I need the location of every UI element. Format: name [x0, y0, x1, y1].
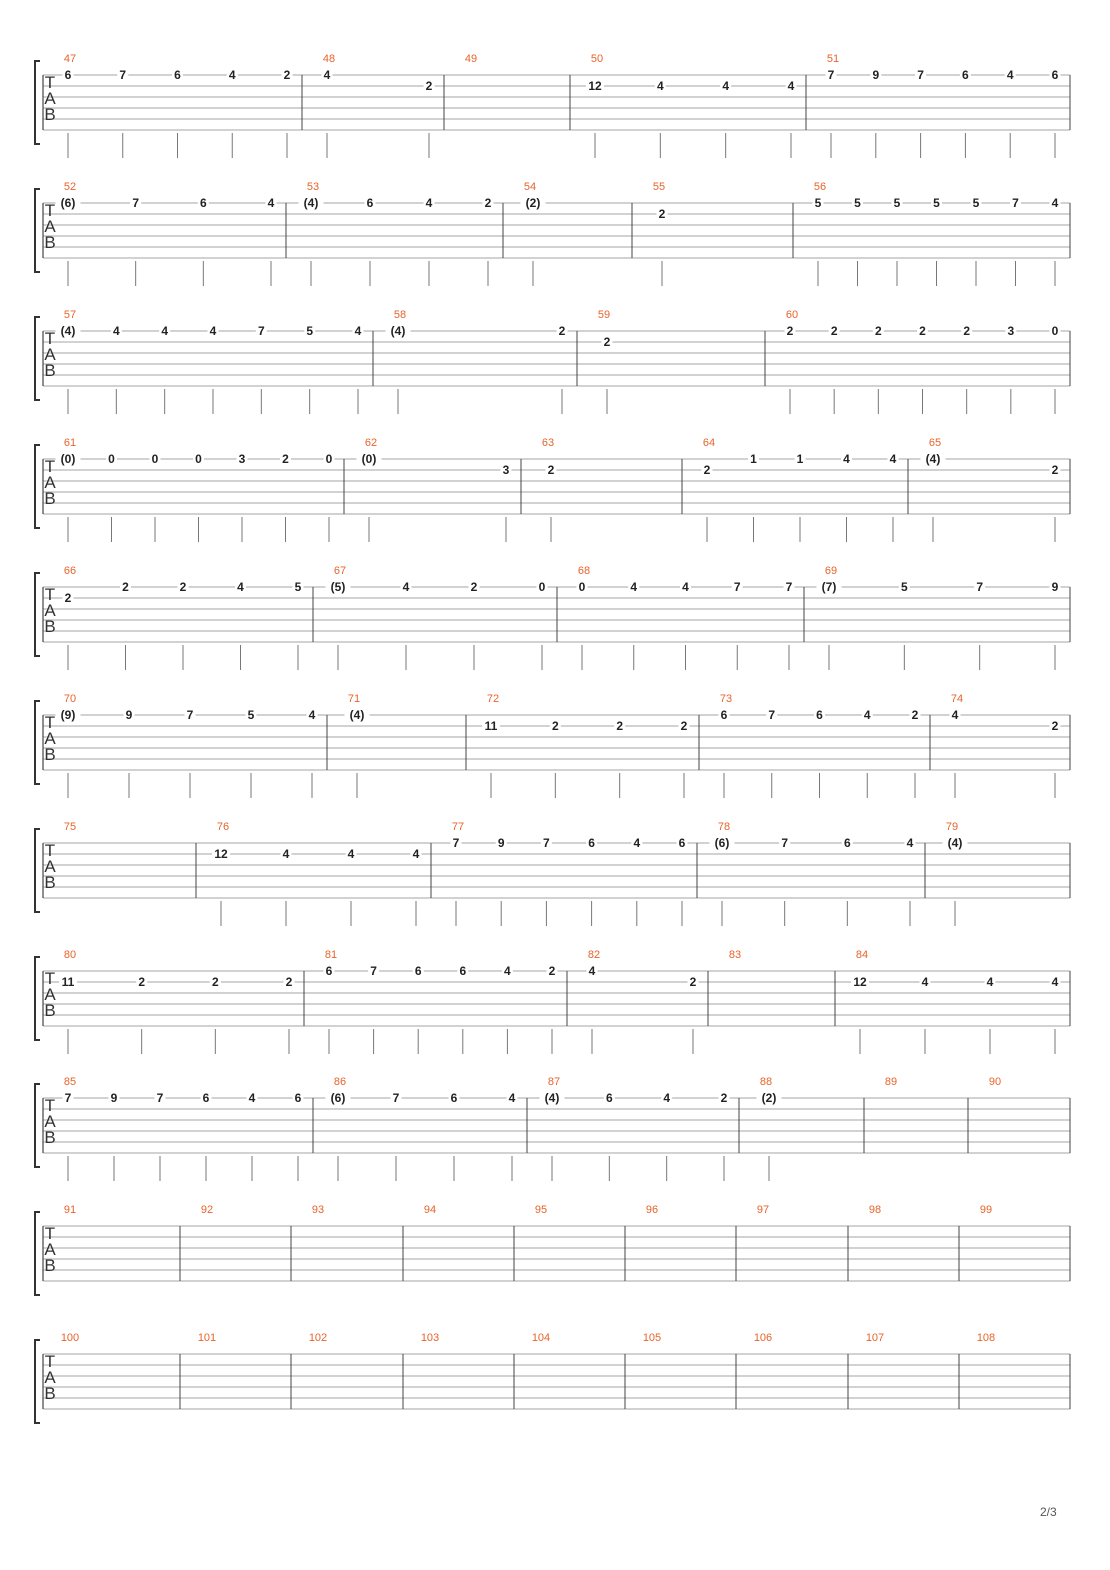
- fret-number: 7: [257, 324, 265, 338]
- fret-number: 4: [354, 324, 362, 338]
- system-bracket: [35, 829, 40, 912]
- tab-clef-letter: T: [44, 713, 56, 732]
- fret-number: 0: [325, 452, 333, 466]
- fret-number: (6): [330, 1091, 346, 1105]
- fret-number: 2: [548, 964, 556, 978]
- fret-number: 7: [781, 836, 789, 850]
- fret-number: 0: [108, 452, 115, 466]
- system-bracket: [35, 189, 40, 272]
- fret-number: 2: [122, 580, 129, 594]
- fret-number: (2): [525, 196, 541, 210]
- fret-number: 6: [174, 68, 181, 82]
- measure-number: 94: [423, 1204, 437, 1216]
- fret-number: (4): [925, 452, 941, 466]
- fret-number: 7: [543, 836, 550, 850]
- fret-number: 4: [282, 847, 290, 861]
- measure-number: 53: [306, 181, 320, 193]
- tab-clef-letter: T: [44, 1224, 56, 1243]
- fret-number: 7: [370, 964, 377, 978]
- tab-clef-letter: A: [44, 729, 56, 748]
- fret-number: 4: [843, 452, 850, 466]
- fret-number: 7: [733, 580, 741, 594]
- fret-number: 11: [61, 975, 75, 989]
- tab-clef-letter: T: [44, 585, 56, 604]
- fret-number: 6: [366, 196, 374, 210]
- fret-number: 7: [64, 1091, 72, 1105]
- measure-number: 49: [464, 53, 478, 65]
- measure-number: 47: [63, 53, 77, 65]
- system-bracket: [35, 445, 40, 528]
- measure-number: 54: [523, 181, 537, 193]
- fret-number: 5: [814, 196, 822, 210]
- measure-number: 84: [855, 949, 869, 961]
- measure-number: 97: [756, 1204, 770, 1216]
- measure-number: 59: [597, 309, 611, 321]
- fret-number: 4: [323, 68, 331, 82]
- measure-number: 80: [63, 949, 77, 961]
- fret-number: 6: [414, 964, 422, 978]
- fret-number: 4: [347, 847, 355, 861]
- tab-clef-letter: A: [44, 857, 56, 876]
- tab-clef-letter: B: [44, 361, 56, 380]
- fret-number: (4): [303, 196, 319, 210]
- tab-clef-letter: B: [44, 1256, 56, 1275]
- fret-number: 4: [112, 324, 120, 338]
- measure-number: 105: [642, 1332, 662, 1344]
- measure-number: 101: [197, 1332, 217, 1344]
- fret-number: 2: [689, 975, 697, 989]
- fret-number: 7: [827, 68, 835, 82]
- measure-number: 58: [393, 309, 407, 321]
- fret-number: 7: [976, 580, 984, 594]
- measure-number: 86: [333, 1076, 347, 1088]
- fret-number: 2: [282, 452, 289, 466]
- tab-clef-letter: B: [44, 1384, 56, 1403]
- fret-number: 7: [132, 196, 140, 210]
- fret-number: 2: [1051, 463, 1059, 477]
- measure-number: 90: [988, 1076, 1002, 1088]
- tab-clef-letter: T: [44, 841, 56, 860]
- fret-number: (4): [349, 708, 365, 722]
- fret-number: 4: [951, 708, 959, 722]
- fret-number: (0): [60, 452, 76, 466]
- fret-number: 2: [919, 324, 926, 338]
- measure-number: 100: [60, 1332, 80, 1344]
- tab-clef-letter: T: [44, 201, 56, 220]
- measure-number: 52: [63, 181, 77, 193]
- fret-number: 9: [497, 836, 505, 850]
- tab-clef-letter: B: [44, 1001, 56, 1020]
- tab-clef-letter: T: [44, 457, 56, 476]
- fret-number: 4: [412, 847, 420, 861]
- measure-number: 62: [364, 437, 378, 449]
- fret-number: 6: [199, 196, 207, 210]
- fret-number: 4: [402, 580, 410, 594]
- tab-clef-letter: B: [44, 745, 56, 764]
- fret-number: 4: [921, 975, 929, 989]
- fret-number: 2: [425, 79, 433, 93]
- measure-number: 107: [865, 1332, 885, 1344]
- tab-clef-letter: A: [44, 1368, 56, 1387]
- measure-number: 89: [884, 1076, 898, 1088]
- fret-number: 6: [678, 836, 686, 850]
- fret-number: 6: [1051, 68, 1059, 82]
- measure-number: 95: [534, 1204, 548, 1216]
- measure-number: 81: [324, 949, 338, 961]
- fret-number: (7): [821, 580, 837, 594]
- fret-number: 6: [202, 1091, 210, 1105]
- fret-number: 5: [893, 196, 901, 210]
- fret-number: 4: [161, 324, 169, 338]
- fret-number: 2: [138, 975, 146, 989]
- fret-number: 0: [151, 452, 159, 466]
- tab-clef-letter: A: [44, 985, 56, 1004]
- system-bracket: [35, 61, 40, 144]
- fret-number: 2: [283, 68, 291, 82]
- fret-number: 4: [267, 196, 275, 210]
- fret-number: (6): [60, 196, 76, 210]
- fret-number: 6: [843, 836, 851, 850]
- fret-number: (4): [947, 836, 963, 850]
- tab-clef-letter: T: [44, 73, 56, 92]
- fret-number: 4: [209, 324, 217, 338]
- fret-number: 7: [917, 68, 924, 82]
- system-bracket: [35, 701, 40, 784]
- fret-number: 4: [504, 964, 511, 978]
- fret-number: 4: [656, 79, 664, 93]
- fret-number: 7: [156, 1091, 164, 1105]
- measure-number: 76: [216, 821, 230, 833]
- fret-number: (4): [60, 324, 76, 338]
- tab-clef-letter: B: [44, 617, 56, 636]
- fret-number: 4: [863, 708, 871, 722]
- fret-number: 0: [538, 580, 546, 594]
- measure-number: 69: [824, 565, 838, 577]
- fret-number: 2: [658, 207, 666, 221]
- system-bracket: [35, 1212, 40, 1295]
- fret-number: 5: [294, 580, 302, 594]
- measure-number: 65: [928, 437, 942, 449]
- fret-number: 0: [578, 580, 586, 594]
- fret-number: 6: [64, 68, 72, 82]
- fret-number: 2: [786, 324, 794, 338]
- measure-number: 67: [333, 565, 347, 577]
- fret-number: 4: [508, 1091, 516, 1105]
- tab-clef-letter: B: [44, 489, 56, 508]
- fret-number: 4: [425, 196, 433, 210]
- measure-number: 96: [645, 1204, 659, 1216]
- fret-number: 4: [633, 836, 641, 850]
- tab-clef-letter: T: [44, 329, 56, 348]
- fret-number: 5: [933, 196, 940, 210]
- fret-number: 4: [248, 1091, 256, 1105]
- fret-number: 6: [816, 708, 823, 722]
- fret-number: 6: [720, 708, 728, 722]
- fret-number: 7: [768, 708, 776, 722]
- fret-number: 4: [237, 580, 244, 594]
- fret-number: 7: [1012, 196, 1019, 210]
- fret-number: 4: [1006, 68, 1014, 82]
- system-bracket: [35, 317, 40, 400]
- tab-clef-letter: B: [44, 233, 56, 252]
- measure-number: 98: [868, 1204, 882, 1216]
- fret-number: 4: [228, 68, 236, 82]
- measure-number: 78: [717, 821, 731, 833]
- tab-clef-letter: A: [44, 217, 56, 236]
- fret-number: 4: [308, 708, 316, 722]
- fret-number: 2: [484, 196, 492, 210]
- measure-number: 102: [308, 1332, 328, 1344]
- fret-number: 2: [603, 335, 611, 349]
- fret-number: 6: [459, 964, 467, 978]
- fret-number: 7: [785, 580, 793, 594]
- measure-number: 57: [63, 309, 77, 321]
- measure-number: 63: [541, 437, 555, 449]
- fret-number: 3: [1007, 324, 1015, 338]
- fret-number: 2: [179, 580, 187, 594]
- fret-number: 3: [502, 463, 510, 477]
- system-bracket: [35, 957, 40, 1040]
- fret-number: 0: [1051, 324, 1059, 338]
- tab-clef-letter: B: [44, 105, 56, 124]
- measure-number: 108: [976, 1332, 996, 1344]
- fret-number: 1: [796, 452, 804, 466]
- fret-number: 4: [682, 580, 689, 594]
- fret-number: (4): [390, 324, 406, 338]
- fret-number: 7: [392, 1091, 400, 1105]
- measure-number: 71: [347, 693, 361, 705]
- fret-number: 12: [588, 79, 602, 93]
- fret-number: 9: [872, 68, 880, 82]
- fret-number: 7: [186, 708, 194, 722]
- fret-number: 6: [605, 1091, 613, 1105]
- fret-number: 2: [547, 463, 555, 477]
- fret-number: 9: [110, 1091, 118, 1105]
- fret-number: 4: [889, 452, 897, 466]
- measure-number: 48: [322, 53, 336, 65]
- measure-number: 61: [63, 437, 77, 449]
- fret-number: 2: [963, 324, 971, 338]
- fret-number: 2: [720, 1091, 728, 1105]
- fret-number: 5: [247, 708, 255, 722]
- tab-clef-letter: T: [44, 1352, 56, 1371]
- tab-clef-letter: A: [44, 1240, 56, 1259]
- fret-number: (5): [330, 580, 346, 594]
- fret-number: 4: [588, 964, 596, 978]
- fret-number: 2: [285, 975, 293, 989]
- fret-number: 2: [680, 719, 688, 733]
- measure-number: 51: [826, 53, 840, 65]
- fret-number: 4: [1051, 196, 1059, 210]
- measure-number: 66: [63, 565, 77, 577]
- fret-number: 4: [722, 79, 730, 93]
- fret-number: 9: [1051, 580, 1059, 594]
- fret-number: 7: [119, 68, 127, 82]
- fret-number: (9): [60, 708, 76, 722]
- fret-number: 4: [787, 79, 795, 93]
- tab-clef-letter: A: [44, 473, 56, 492]
- measure-number: 104: [531, 1332, 551, 1344]
- measure-number: 92: [200, 1204, 214, 1216]
- fret-number: 0: [195, 452, 202, 466]
- measure-number: 68: [577, 565, 591, 577]
- tab-clef-letter: A: [44, 601, 56, 620]
- fret-number: 2: [551, 719, 559, 733]
- fret-number: 2: [911, 708, 919, 722]
- measure-number: 72: [486, 693, 500, 705]
- measure-number: 73: [719, 693, 733, 705]
- fret-number: 5: [854, 196, 861, 210]
- fret-number: 3: [238, 452, 246, 466]
- fret-number: 4: [906, 836, 914, 850]
- measure-number: 83: [728, 949, 742, 961]
- fret-number: 7: [452, 836, 460, 850]
- fret-number: 6: [588, 836, 595, 850]
- page-number: 2/3: [1040, 1505, 1057, 1519]
- fret-number: 5: [900, 580, 908, 594]
- fret-number: 2: [1051, 719, 1059, 733]
- tab-clef-letter: A: [44, 345, 56, 364]
- fret-number: 2: [64, 591, 72, 605]
- fret-number: 4: [986, 975, 994, 989]
- fret-number: 6: [962, 68, 969, 82]
- fret-number: 2: [830, 324, 838, 338]
- fret-number: 6: [294, 1091, 302, 1105]
- system-bracket: [35, 1084, 40, 1167]
- fret-number: 12: [853, 975, 867, 989]
- fret-number: (4): [544, 1091, 560, 1105]
- measure-number: 99: [979, 1204, 993, 1216]
- fret-number: (2): [761, 1091, 777, 1105]
- measure-number: 85: [63, 1076, 77, 1088]
- fret-number: 11: [484, 719, 498, 733]
- system-bracket: [35, 573, 40, 656]
- fret-number: 1: [750, 452, 757, 466]
- fret-number: 4: [1051, 975, 1059, 989]
- fret-number: 2: [211, 975, 219, 989]
- measure-number: 75: [63, 821, 77, 833]
- measure-number: 60: [785, 309, 799, 321]
- measure-number: 79: [945, 821, 959, 833]
- measure-number: 103: [420, 1332, 440, 1344]
- fret-number: 2: [874, 324, 882, 338]
- measure-number: 70: [63, 693, 77, 705]
- measure-number: 106: [753, 1332, 773, 1344]
- fret-number: 6: [325, 964, 333, 978]
- tab-clef-letter: T: [44, 969, 56, 988]
- measure-number: 77: [451, 821, 465, 833]
- tab-clef-letter: A: [44, 1112, 56, 1131]
- fret-number: (0): [361, 452, 377, 466]
- fret-number: 5: [306, 324, 314, 338]
- fret-number: 5: [972, 196, 980, 210]
- measure-number: 91: [63, 1204, 77, 1216]
- fret-number: (6): [714, 836, 730, 850]
- measure-number: 87: [547, 1076, 561, 1088]
- measure-number: 93: [311, 1204, 325, 1216]
- measure-number: 55: [652, 181, 666, 193]
- fret-number: 12: [214, 847, 228, 861]
- fret-number: 2: [558, 324, 566, 338]
- measure-number: 82: [587, 949, 601, 961]
- tab-clef-letter: B: [44, 873, 56, 892]
- fret-number: 2: [616, 719, 624, 733]
- measure-number: 88: [759, 1076, 773, 1088]
- measure-number: 56: [813, 181, 827, 193]
- fret-number: 6: [450, 1091, 458, 1105]
- fret-number: 4: [663, 1091, 671, 1105]
- fret-number: 2: [703, 463, 711, 477]
- fret-number: 9: [125, 708, 133, 722]
- measure-number: 74: [950, 693, 964, 705]
- system-bracket: [35, 1340, 40, 1423]
- fret-number: 4: [630, 580, 638, 594]
- fret-number: 2: [470, 580, 478, 594]
- measure-number: 64: [702, 437, 716, 449]
- measure-number: 50: [590, 53, 604, 65]
- tab-clef-letter: B: [44, 1128, 56, 1147]
- tab-clef-letter: A: [44, 89, 56, 108]
- tab-clef-letter: T: [44, 1096, 56, 1115]
